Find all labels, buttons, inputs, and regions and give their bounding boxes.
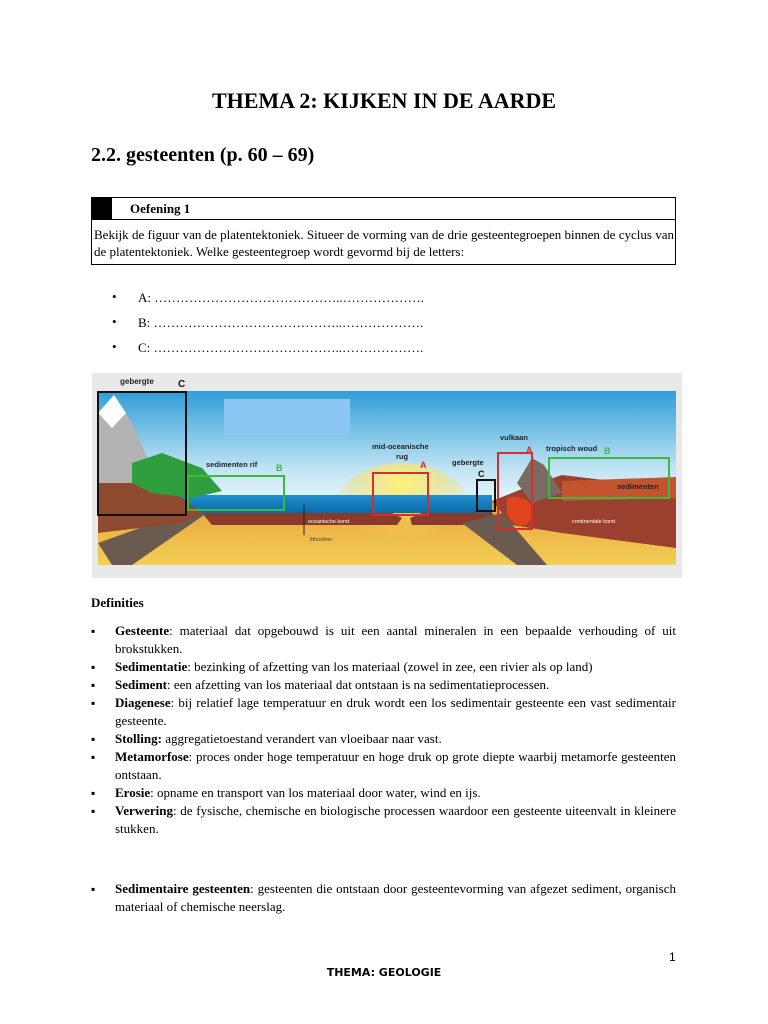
definition-item	[91, 694, 676, 730]
answer-line	[112, 315, 424, 340]
letter-b-right: B	[604, 446, 611, 456]
label-oceanische-korst: oceanische korst	[308, 519, 350, 525]
answer-blank: ……………………………………..……………….	[153, 340, 424, 355]
definition-item	[91, 676, 676, 694]
answer-letter: C:	[138, 340, 151, 355]
definitions-heading: Definities	[91, 595, 144, 610]
page-number: 1	[669, 950, 676, 964]
plate-tectonics-figure	[92, 373, 682, 578]
definition-term: Gesteente	[115, 623, 170, 638]
definition-text: : gesteenten die ontstaan door gesteentevorming van afgezet sediment, organisch materiaal of chemische neerslag.	[115, 881, 676, 914]
exercise-box	[91, 197, 676, 265]
letter-c-left: C	[178, 379, 186, 390]
label-sedimenten: sedimenten	[617, 482, 659, 491]
definition-text: : bezinking of afzetting van los materiaal (zowel in zee, een rivier als op land)	[187, 659, 593, 674]
page-footer: THEMA: GEOLOGIE	[326, 966, 442, 979]
page-title: THEMA 2: KIJKEN IN DE AARDE	[211, 88, 557, 113]
label-tropisch-woud: tropisch woud	[546, 444, 598, 453]
label-sedimenten-rif: sedimenten rif	[206, 460, 258, 469]
definition-term: Sedimentatie	[115, 659, 188, 674]
label-gebergte: gebergte	[120, 377, 154, 386]
definition-text: : bij relatief lage temperatuur en druk wordt een los sedimentair gesteente een vast sedimentair gesteente.	[115, 695, 676, 728]
label-vulkaan: vulkaan	[500, 433, 528, 442]
definition-text: aggregatietoestand verandert van vloeibaar naar vast.	[161, 731, 442, 746]
section-title: 2.2. gesteenten (p. 60 – 69)	[91, 144, 315, 166]
label-rug: rug	[396, 452, 409, 461]
definition-text: : proces onder hoge temperatuur en hoge druk op grote diepte waarbij metamorfe gesteenten ontstaan.	[115, 749, 676, 782]
answer-blank: ……………………………………..……………….	[153, 315, 424, 330]
exercise-header	[92, 198, 675, 220]
answer-line	[112, 290, 424, 315]
answer-line	[112, 340, 424, 365]
definition-term: Erosie	[115, 785, 151, 800]
definition-text: : opname en transport van los materiaal door water, wind en ijs.	[150, 785, 481, 800]
definition-term: Stolling:	[115, 731, 162, 746]
letter-a-ridge: A	[420, 460, 427, 470]
answer-letter: A:	[138, 290, 151, 305]
definition-text: : de fysische, chemische en biologische processen waardoor een gesteente uiteenvalt in kleinere stukken.	[115, 803, 676, 836]
label-continentale-korst: continentale korst	[572, 519, 616, 525]
definition-term: Verwering	[115, 803, 174, 818]
definition-term: Metamorfose	[115, 749, 189, 764]
label-lithosfeer: lithosfeer	[310, 537, 333, 543]
answer-blank: ……………………………………..……………….	[154, 290, 424, 305]
definition-item	[91, 748, 676, 784]
definition-item	[91, 730, 676, 748]
exercise-label: Oefening 1	[130, 201, 191, 216]
label-mid-oceanische: mid-oceanische	[372, 442, 429, 451]
blue-label-box	[224, 399, 350, 435]
definition-term: Diagenese	[115, 695, 171, 710]
exercise-instruction: Bekijk de figuur van de platentektoniek. Situeer de vorming van de drie gesteentegroepen binnen de cyclus van de platentektoniek. Welke gesteentegroep wordt gevormd bij de letters:	[94, 227, 674, 259]
label-gebergte-right: gebergte	[452, 458, 484, 467]
definition-item	[91, 658, 676, 676]
definition-term: Sedimentaire gesteenten	[115, 881, 251, 896]
answer-letter: B:	[138, 315, 151, 330]
definitions-list	[91, 622, 676, 916]
definition-item	[91, 802, 676, 838]
exercise-marker	[92, 198, 112, 219]
definition-item	[91, 880, 676, 916]
letter-a-volcano: A	[526, 445, 533, 455]
definition-item	[91, 622, 676, 658]
definition-term: Sediment	[115, 677, 167, 692]
letter-c-right: C	[478, 469, 485, 479]
answer-list	[112, 290, 424, 365]
letter-b-left: B	[276, 463, 283, 473]
definition-text: : materiaal dat opgebouwd is uit een aantal mineralen in een bepaalde verhouding of uit brokstukken.	[115, 623, 676, 656]
definition-text: : een afzetting van los materiaal dat ontstaan is na sedimentatieprocessen.	[167, 677, 550, 692]
definition-item	[91, 784, 676, 802]
